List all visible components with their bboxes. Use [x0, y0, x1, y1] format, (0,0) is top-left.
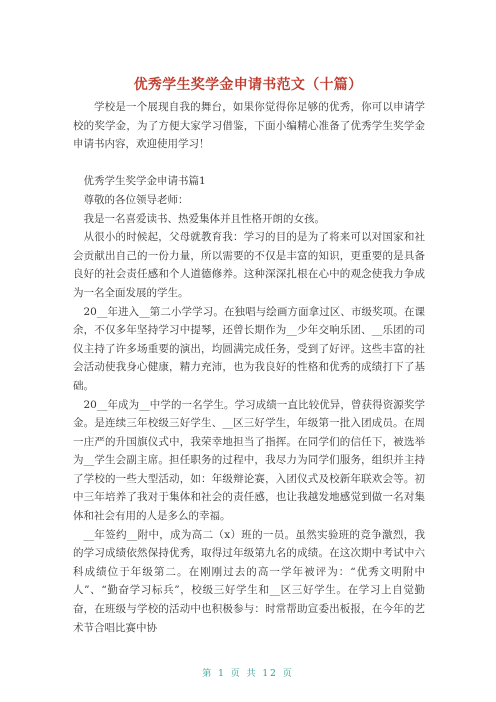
- body-paragraph-3: 20__年进入__第二小学学习。在独唱与绘画方面拿过区、市级奖项。在课余，不仅多年坚持学习中提琴，还曾长期作为__少年交响乐团、__乐团的司仪主持了许多场重要的演出，均圆满完成任务，受到了好评。这些丰富的社会活动使我身心健康，精力充沛，也为我良好的性格和优秀的成绩打下了基础。: [73, 305, 425, 392]
- document-title: 优秀学生奖学金申请书范文（十篇）: [133, 77, 363, 93]
- paragraph-gap: [73, 154, 425, 173]
- document-body: [73, 98, 425, 637]
- salutation: 尊敬的各位领导老师：: [83, 193, 189, 206]
- intro-paragraph: 学校是一个展现自我的舞台，如果你觉得你足够的优秀，你可以申请学校的奖学金，为了方便大家学习借鉴，下面小编精心准备了优秀学生奖学金申请书内容，欢迎使用学习！: [73, 101, 425, 151]
- article-heading: 优秀学生奖学金申请书篇1: [83, 175, 206, 188]
- body-paragraph-2: 从很小的时候起，父母就教育我：学习的目的是为了将来可以对国家和社会贡献出自己的一份力量，所以需要的不仅是丰富的知识，更重要的是具备良好的社会责任感和个人道德修养。这种深深扎根在心中的观念使我力争成为一名全面发展的学生。: [73, 231, 425, 299]
- body-paragraph-1: 我是一名喜爱读书、热爱集体并且性格开朗的女孩。: [83, 212, 325, 225]
- body-paragraph-4: 20__年成为__中学的一名学生。学习成绩一直比较优异，曾获得资源奖学金。是连续三年校级三好学生、__区三好学生，年级第一批入团成员。在周一庄严的升国旗仪式中，我荣幸地担当了指挥。在同学们的信任下，被选举为__学生会副主席。担任职务的过程中，我尽力为同学们服务，组织并主持了学校的一些大型活动，如：年级辩论赛，入团仪式及校新年联欢会等。初中三年培养了我对于集体和社会的责任感，也让我越发地感觉到做一名对集体和社会有用的人是多么的幸福。: [73, 398, 425, 523]
- page-footer: 第 1 页 共 12 页: [202, 669, 294, 679]
- body-paragraph-5: __年签约__附中，成为高二（x）班的一员。虽然实验班的竞争激烈，我的学习成绩依然保持优秀，取得过年级第九名的成绩。在这次期中考试中六科成绩位于年级第二。在刚刚过去的高一学年被评为：“优秀文明附中人”、“勤奋学习标兵”，校级三好学生和__区三好学生。在学习上自觉勤奋，在班级与学校的活动中也积极参与：时常帮助宣委出板报，在今年的艺术节合唱比赛中协: [73, 528, 425, 634]
